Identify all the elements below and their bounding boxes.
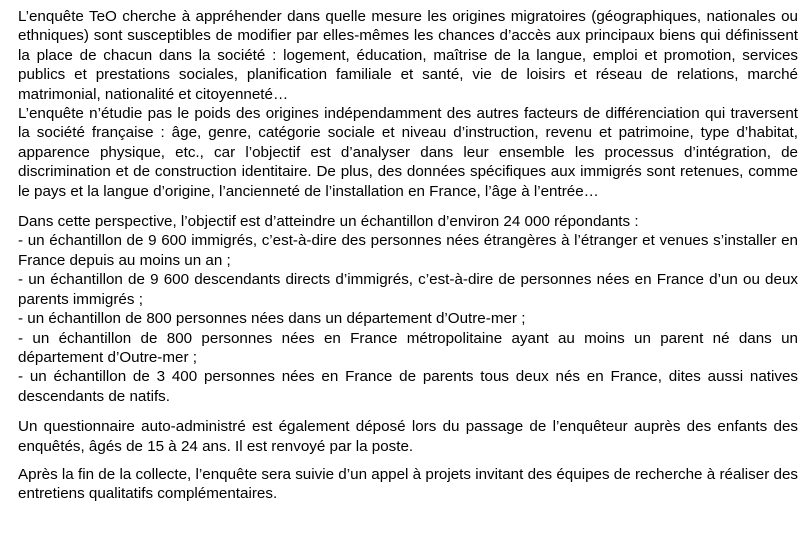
- sample-intro: Dans cette perspective, l’objectif est d’atteindre un échantillon d’environ 24 000 répondants :: [18, 213, 639, 231]
- intro-paragraph-2: L’enquête n’étudie pas le poids des origines indépendamment des autres facteurs de différenciation qui traversent la société française : âge, genre, catégorie sociale et niveau d’instruction, revenu et patrimoine, type d’habitat, apparence physique, etc., car l’objectif est d’analyser dans leur ensemble les processus d’intégration, de discrimination et de construction identitaire. De plus, des données spécifiques aux immigrés sont retenues, comme le pays et la langue d’origine, l’ancienneté de l’installation en France, l’âge à l’entrée…: [18, 105, 798, 200]
- sample-item-outremer-born: - un échantillon de 800 personnes nées dans un département d’Outre-mer ;: [18, 310, 526, 328]
- questionnaire-paragraph: Un questionnaire auto-administré est également déposé lors du passage de l’enquêteur auprès des enfants des enquêtés, âgés de 15 à 24 ans. Il est renvoyé par la poste.: [18, 418, 798, 455]
- sample-item-descendants: - un échantillon de 9 600 descendants directs d’immigrés, c’est-à-dire de personnes nées en France d’un ou deux parents immigrés ;: [18, 271, 798, 308]
- sample-item-immigrants: - un échantillon de 9 600 immigrés, c’est-à-dire des personnes nées étrangères à l’étranger et venues s’installer en France depuis au moins un an ;: [18, 232, 798, 269]
- sample-item-natives: - un échantillon de 3 400 personnes nées en France de parents tous deux nés en France, dites aussi natives descendants de natifs.: [18, 368, 798, 405]
- followup-paragraph: Après la fin de la collecte, l’enquête sera suivie d’un appel à projets invitant des équipes de recherche à réaliser des entretiens qualitatifs complémentaires.: [18, 465, 798, 503]
- sample-item-outremer-parent: - un échantillon de 800 personnes nées en France métropolitaine ayant au moins un parent né dans un département d’Outre-mer ;: [18, 329, 798, 366]
- intro-paragraph-1: L’enquête TeO cherche à appréhender dans quelle mesure les origines migratoires (géographiques, nationales ou ethniques) sont susceptibles de modifier par elles-mêmes les chances d’accès aux principaux biens qui définissent la place de chacun dans la société : logement, éducation, maîtrise de la langue, emploi et promotion, services publics et prestations sociales, planification familiale et santé, vie de loisirs et réseau de relations, marché matrimonial, nationalité et citoyenneté…: [18, 8, 798, 103]
